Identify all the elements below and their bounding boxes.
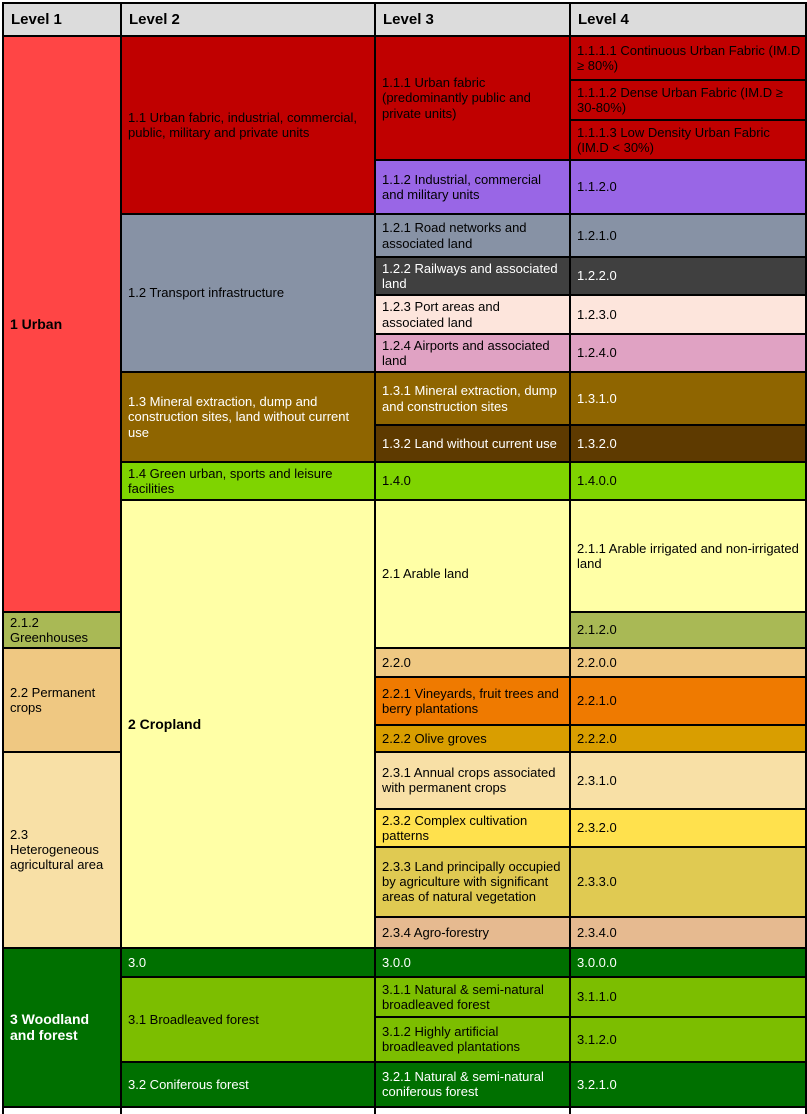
cell-2.3.3: 2.3.3 Land principally occupied by agriculture with significant areas of natural vegetation <box>375 847 570 917</box>
cell-3.0: 3.0 <box>121 948 375 977</box>
cell-3.1.1.0: 3.1.1.0 <box>570 977 806 1017</box>
cell-2.2.1: 2.2.1 Vineyards, fruit trees and berry plantations <box>375 677 570 725</box>
cell-1.1.1.3: 1.1.1.3 Low Density Urban Fabric (IM.D < 30%) <box>570 120 806 160</box>
cell-3.1: 3.1 Broadleaved forest <box>121 977 375 1062</box>
table-row <box>3 214 806 257</box>
cell-2.2: 2.2 Permanent crops <box>3 648 121 752</box>
cell-1.1.1: 1.1.1 Urban fabric (predominantly public and private units) <box>375 36 570 160</box>
cell-2.2.2.0: 2.2.2.0 <box>570 725 806 752</box>
header-level-3: Level 3 <box>375 3 570 36</box>
cell-1.3.2.0: 1.3.2.0 <box>570 425 806 462</box>
cell-3.2.1: 3.2.1 Natural & semi-natural coniferous forest <box>375 1062 570 1107</box>
cell-1.4: 1.4 Green urban, sports and leisure facilities <box>121 462 375 500</box>
cell-1.2.1.0: 1.2.1.0 <box>570 214 806 257</box>
cell-1.3: 1.3 Mineral extraction, dump and construction sites, land without current use <box>121 372 375 462</box>
cell-1.2.3.0: 1.2.3.0 <box>570 295 806 334</box>
header-level-1: Level 1 <box>3 3 121 36</box>
cell-1.4.0: 1.4.0 <box>375 462 570 500</box>
cell-1.2.2.0: 1.2.2.0 <box>570 257 806 295</box>
cell-3.0.0.0: 3.0.0.0 <box>570 948 806 977</box>
cell-cut-1 <box>3 1107 121 1114</box>
cell-3.1.2: 3.1.2 Highly artificial broadleaved plantations <box>375 1017 570 1062</box>
cell-1.2.2: 1.2.2 Railways and associated land <box>375 257 570 295</box>
header-level-2: Level 2 <box>121 3 375 36</box>
cell-1.4.0.0: 1.4.0.0 <box>570 462 806 500</box>
cell-2.1: 2.1 Arable land <box>375 500 570 648</box>
land-cover-classification-table <box>2 2 807 1114</box>
cell-2.3.3.0: 2.3.3.0 <box>570 847 806 917</box>
cell-3: 3 Woodland and forest <box>3 948 121 1107</box>
cell-2.3.4.0: 2.3.4.0 <box>570 917 806 948</box>
cell-3.2.1.0: 3.2.1.0 <box>570 1062 806 1107</box>
cutoff-row <box>3 1107 806 1114</box>
table-row <box>3 948 806 977</box>
cell-1.2.3: 1.2.3 Port areas and associated land <box>375 295 570 334</box>
cell-1.2.4.0: 1.2.4.0 <box>570 334 806 372</box>
cell-3.1.1: 3.1.1 Natural & semi-natural broadleaved forest <box>375 977 570 1017</box>
table-row <box>3 977 806 1017</box>
cell-2.2.2: 2.2.2 Olive groves <box>375 725 570 752</box>
table-row <box>3 500 806 612</box>
table-row <box>3 1062 806 1107</box>
cell-3.1.2.0: 3.1.2.0 <box>570 1017 806 1062</box>
cell-1.1.1.2: 1.1.1.2 Dense Urban Fabric (IM.D ≥ 30-80%) <box>570 80 806 120</box>
cell-1.1: 1.1 Urban fabric, industrial, commercial, public, military and private units <box>121 36 375 214</box>
cell-2.2.0.0: 2.2.0.0 <box>570 648 806 677</box>
cell-1.1.1.1: 1.1.1.1 Continuous Urban Fabric (IM.D ≥ 80%) <box>570 36 806 80</box>
cell-1.2: 1.2 Transport infrastructure <box>121 214 375 372</box>
cell-1.2.4: 1.2.4 Airports and associated land <box>375 334 570 372</box>
cell-2.2.1.0: 2.2.1.0 <box>570 677 806 725</box>
cell-2.3.1: 2.3.1 Annual crops associated with permanent crops <box>375 752 570 809</box>
cell-2: 2 Cropland <box>121 500 375 948</box>
cell-2.3.4: 2.3.4 Agro-forestry <box>375 917 570 948</box>
cell-2.1.2.0: 2.1.2.0 <box>570 612 806 648</box>
cell-1.1.2.0: 1.1.2.0 <box>570 160 806 214</box>
table-row <box>3 462 806 500</box>
cell-cut-4 <box>570 1107 806 1114</box>
cell-cut-2 <box>121 1107 375 1114</box>
cell-1.3.1.0: 1.3.1.0 <box>570 372 806 425</box>
cell-2.2.0: 2.2.0 <box>375 648 570 677</box>
cell-2.3: 2.3 Heterogeneous agricultural area <box>3 752 121 948</box>
cell-1.3.1: 1.3.1 Mineral extraction, dump and construction sites <box>375 372 570 425</box>
header-level-4: Level 4 <box>570 3 806 36</box>
cell-1.1.2: 1.1.2 Industrial, commercial and military units <box>375 160 570 214</box>
cell-1: 1 Urban <box>3 36 121 612</box>
cell-1.2.1: 1.2.1 Road networks and associated land <box>375 214 570 257</box>
cell-3.2: 3.2 Coniferous forest <box>121 1062 375 1107</box>
cell-cut-3 <box>375 1107 570 1114</box>
cell-2.1.1: 2.1.1 Arable irrigated and non-irrigated land <box>570 500 806 612</box>
table-row <box>3 36 806 80</box>
header-row <box>3 3 806 36</box>
classification-body <box>3 36 806 1114</box>
cell-2.3.2.0: 2.3.2.0 <box>570 809 806 847</box>
cell-3.0.0: 3.0.0 <box>375 948 570 977</box>
cell-2.1.2: 2.1.2 Greenhouses <box>3 612 121 648</box>
cell-2.3.1.0: 2.3.1.0 <box>570 752 806 809</box>
cell-2.3.2: 2.3.2 Complex cultivation patterns <box>375 809 570 847</box>
cell-1.3.2: 1.3.2 Land without current use <box>375 425 570 462</box>
table-row <box>3 372 806 425</box>
